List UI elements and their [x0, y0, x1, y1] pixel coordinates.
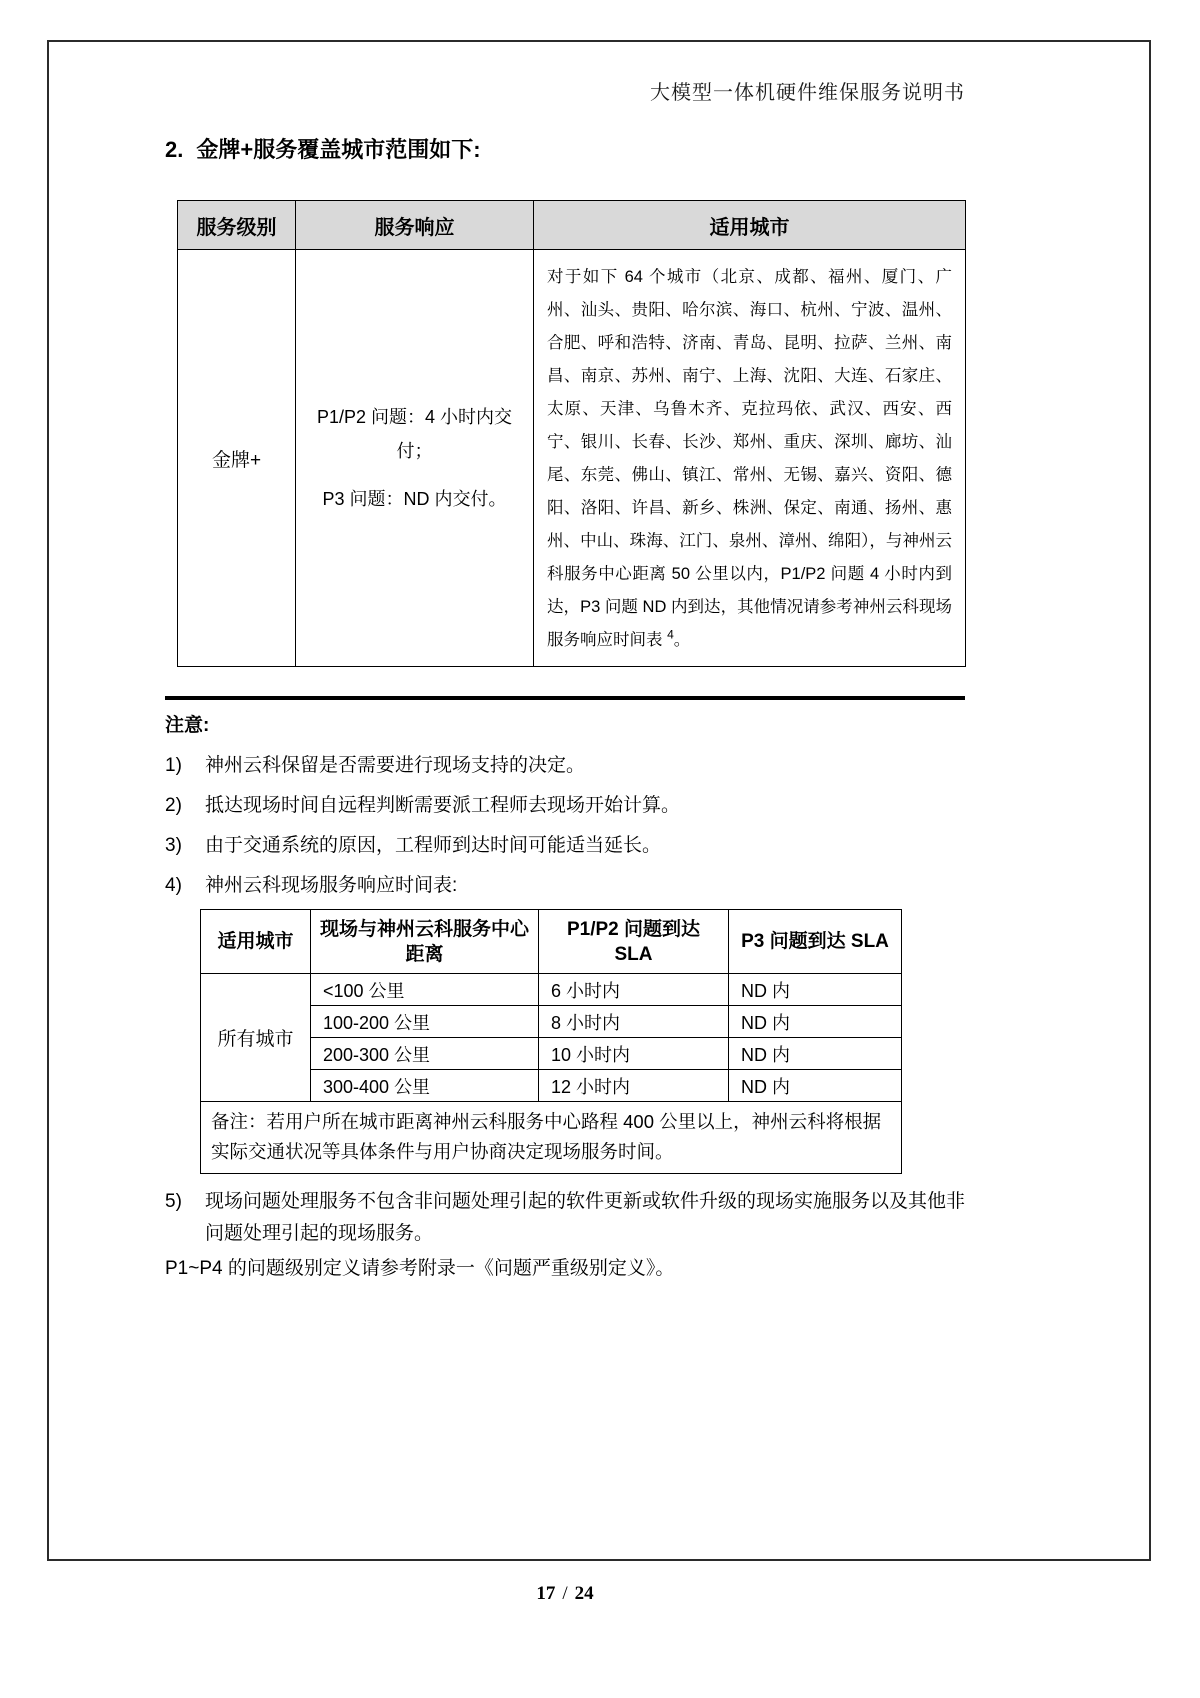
header-line: SLA — [614, 943, 653, 965]
service-response-cell — [296, 250, 534, 667]
header-line: 适用城市 — [217, 931, 294, 952]
note-text: 神州云科保留是否需要进行现场支持的决定。 — [205, 755, 586, 776]
header-service-response: 服务响应 — [296, 201, 534, 250]
response-time-table-header — [201, 910, 902, 974]
section-divider — [165, 696, 965, 700]
distance-cell: <100 公里 — [311, 974, 539, 1006]
header-applicable-cities: 适用城市 — [534, 201, 966, 250]
distance-cell: 300-400 公里 — [311, 1070, 539, 1102]
service-coverage-table-header — [178, 201, 966, 250]
response-line-1: P1/P2 问题：4 小时内交付； — [316, 407, 513, 461]
header-p12-sla — [539, 910, 729, 974]
city-group-cell: 所有城市 — [201, 974, 311, 1102]
table-header-row — [201, 910, 902, 974]
remark-row — [201, 1102, 902, 1174]
p3-sla-cell: ND 内 — [729, 1038, 902, 1070]
p3-sla-cell: ND 内 — [729, 1006, 902, 1038]
note-number: 1) — [165, 755, 182, 776]
note-text: 抵达现场时间自远程判断需要派工程师去现场开始计算。 — [205, 795, 681, 816]
document-header — [165, 76, 965, 105]
note-text: 现场问题处理服务不包含非问题处理引起的软件更新或软件升级的现场实施服务以及其他非问题处理引起的现场服务。 — [205, 1191, 966, 1244]
p3-sla-cell: ND 内 — [729, 1070, 902, 1102]
header-distance — [311, 910, 539, 974]
notes-section — [165, 696, 965, 1284]
header-line: P3 问题到达 SLA — [741, 931, 889, 952]
closing-statement: P1~P4 的问题级别定义请参考附录一《问题严重级别定义》。 — [165, 1258, 675, 1279]
note-item-4 — [165, 872, 965, 899]
response-line-2: P3 问题：ND 内交付。 — [322, 489, 507, 509]
service-coverage-table — [177, 200, 966, 667]
remark-cell: 备注：若用户所在城市距离神州云科服务中心路程 400 公里以上，神州云科将根据实际交通状况等具体条件与用户协商决定现场服务时间。 — [201, 1102, 902, 1174]
note-item-1 — [165, 752, 965, 779]
table-row — [178, 250, 966, 667]
p12-sla-cell: 8 小时内 — [539, 1006, 729, 1038]
cities-paragraph: 对于如下 64 个城市（北京、成都、福州、厦门、广州、汕头、贵阳、哈尔滨、海口、杭州、宁波、温州、合肥、呼和浩特、济南、青岛、昆明、拉萨、兰州、南昌、南京、苏州、南宁、上海、沈阳、大连、石家庄、太原、天津、乌鲁木齐、克拉玛依、武汉、西安、西宁、银川、长春、长沙、郑州、重庆、深圳、廊坊、汕尾、东莞、佛山、镇江、常州、无锡、嘉兴、资阳、德阳、洛阳、许昌、新乡、株洲、保定、南通、扬州、惠州、中山、珠海、江门、泉州、漳州、绵阳），与神州云科服务中心距离 50 公里以内，P1/P2 问题 4 小时内到达，P3 问题 ND 内到达，其他情况请参考神州云科现场服务响应时间表 — [547, 268, 952, 649]
header-line: 现场与神州云科服务中心 — [319, 918, 529, 940]
note-number: 4) — [165, 875, 182, 896]
header-applicable-city — [201, 910, 311, 974]
distance-cell: 200-300 公里 — [311, 1038, 539, 1070]
p3-sla-cell: ND 内 — [729, 974, 902, 1006]
header-line: P1/P2 问题到达 — [566, 918, 701, 940]
page-number-separator: / — [562, 1583, 568, 1604]
p12-sla-cell: 12 小时内 — [539, 1070, 729, 1102]
note-item-3 — [165, 832, 965, 859]
note-number: 3) — [165, 835, 182, 856]
document-title: 大模型一体机硬件维保服务说明书 — [650, 82, 965, 104]
cities-paragraph-end: 。 — [673, 631, 691, 649]
header-line: 距离 — [405, 943, 444, 965]
note-item-2 — [165, 792, 965, 819]
applicable-cities-cell — [534, 250, 966, 667]
note-text: 由于交通系统的原因，工程师到达时间可能适当延长。 — [205, 835, 662, 856]
section-number: 2. — [165, 137, 184, 162]
notes-label: 注意: — [165, 715, 210, 736]
note-item-5 — [165, 1186, 965, 1250]
table-row — [201, 974, 902, 1006]
p12-sla-cell: 6 小时内 — [539, 974, 729, 1006]
note-text: 神州云科现场服务响应时间表: — [205, 875, 458, 896]
page-footer — [165, 1583, 965, 1605]
note-number: 5) — [165, 1191, 182, 1212]
footnote-reference: 4 — [667, 627, 674, 642]
response-time-table — [200, 909, 902, 1174]
distance-cell: 100-200 公里 — [311, 1006, 539, 1038]
note-number: 2) — [165, 795, 182, 816]
header-service-level: 服务级别 — [178, 201, 296, 250]
p12-sla-cell: 10 小时内 — [539, 1038, 729, 1070]
header-p3-sla — [729, 910, 902, 974]
page-number: 17 — [536, 1583, 556, 1604]
section-title — [165, 133, 481, 164]
table-header-row — [178, 201, 966, 250]
page-total: 24 — [574, 1583, 594, 1604]
section-title-text: 金牌+服务覆盖城市范围如下: — [196, 137, 481, 162]
service-level-cell: 金牌+ — [178, 250, 296, 667]
